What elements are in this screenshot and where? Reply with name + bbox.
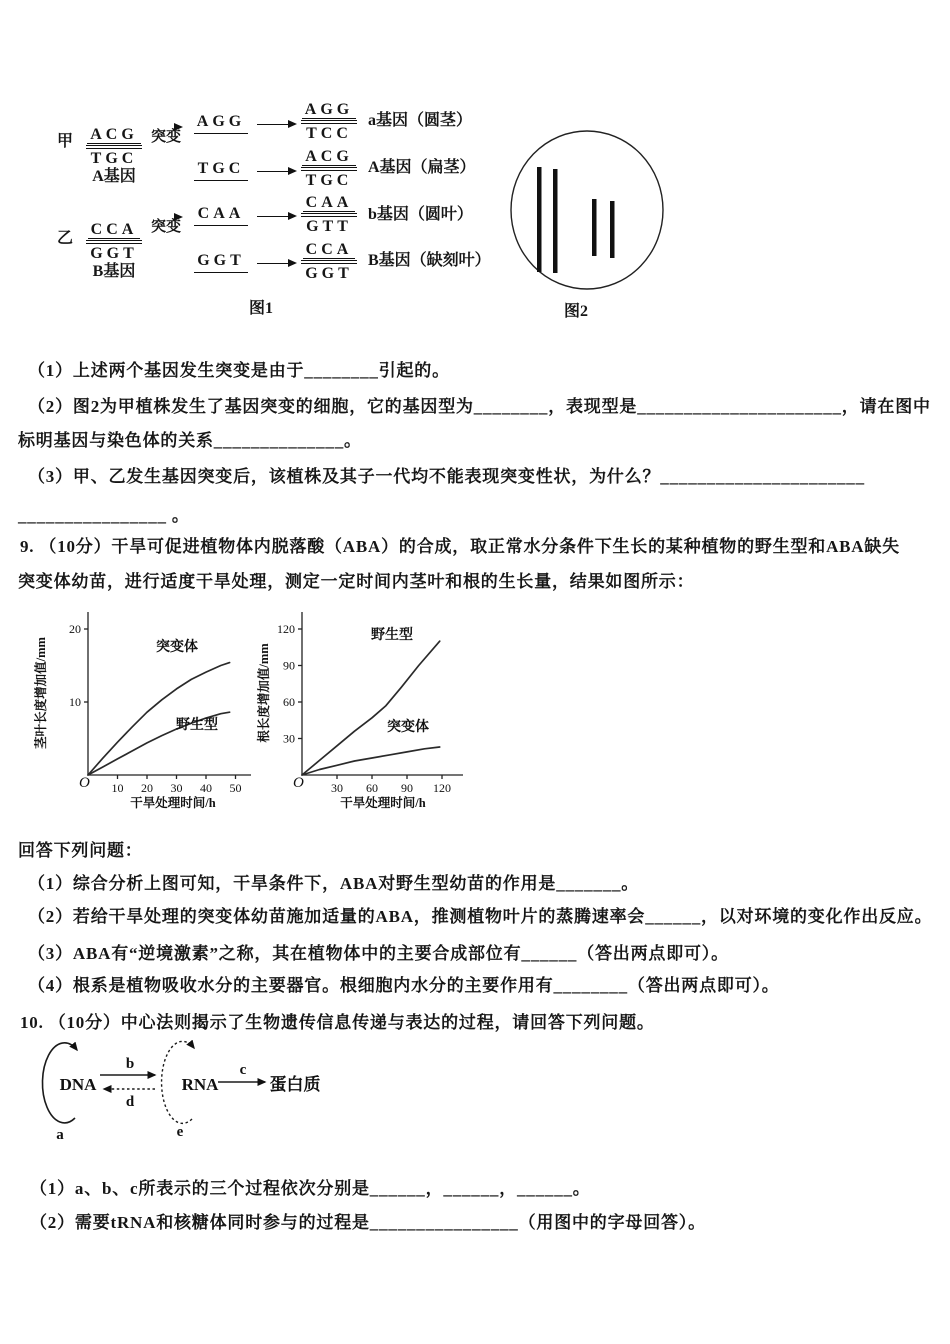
- branch-strand: TGC: [194, 160, 248, 181]
- series-curve-1: [302, 747, 440, 775]
- series-curve-0: [302, 641, 440, 775]
- chromosome-long-1: [537, 167, 542, 272]
- y-axis-label: 茎叶长度增加值/mm: [34, 637, 48, 749]
- x-tick-label: 40: [200, 781, 212, 795]
- y-tick-label: 90: [283, 658, 295, 673]
- strand-bottom: TCC: [306, 125, 352, 142]
- right-arrow-icon: [257, 124, 295, 125]
- figure2-caption: 图2: [564, 303, 589, 320]
- q8-part3-line2: ________________ 。: [18, 506, 190, 525]
- right-arrow-icon: [257, 263, 295, 264]
- right-arrow-icon: [257, 171, 295, 172]
- branch-result-duplex: [301, 101, 357, 142]
- chromosome-short-2: [610, 201, 615, 258]
- source-yi-duplex: [86, 221, 142, 280]
- series-label-0: 野生型: [371, 628, 413, 643]
- series-label-1: 突变体: [387, 720, 429, 735]
- q9-intro-line1: 9. （10分）干旱可促进植物体内脱落酸（ABA）的合成，取正常水分条件下生长的某种植物的野生型和ABA缺失: [20, 537, 900, 556]
- series-label-1: 野生型: [176, 718, 218, 733]
- strand-top: ACG: [302, 148, 356, 166]
- central-dogma-diagram: [30, 1036, 370, 1154]
- q9-intro-line2: 突变体幼苗，进行适度干旱处理，测定一定时间内茎叶和根的生长量，结果如图所示：: [18, 572, 695, 591]
- q10-part1: （1）a、b、c所表示的三个过程依次分别是______，______，______。: [30, 1179, 591, 1198]
- branch-strand: GGT: [194, 252, 248, 273]
- y-tick-label: 30: [283, 731, 295, 746]
- strand-bottom: TGC: [305, 172, 353, 189]
- branch-result-duplex: [301, 241, 357, 282]
- q9-part1: （1）综合分析上图可知，干旱条件下，ABA对野生型幼苗的作用是_______。: [28, 874, 640, 893]
- q9-part4: （4）根系是植物吸收水分的主要器官。根细胞内水分的主要作用有________（答出两点即可）。: [28, 976, 780, 995]
- branch-result-duplex: [301, 194, 357, 235]
- strand-top: CAA: [303, 194, 356, 212]
- strand-bottom: TGC: [90, 150, 138, 167]
- branch-strand: CAA: [194, 205, 248, 226]
- rna-node: RNA: [181, 1075, 219, 1094]
- process-a-label: a: [56, 1127, 64, 1143]
- mutation-label: 突变: [150, 129, 181, 145]
- x-axis-label: 干旱处理时间/h: [340, 796, 426, 810]
- strand-top: ACG: [87, 126, 141, 144]
- chromosome-long-2: [553, 169, 558, 273]
- right-arrow-icon: [257, 216, 295, 217]
- y-tick-label: 60: [283, 694, 295, 709]
- source-jia-name: 甲: [57, 133, 74, 150]
- branch-result-label: b基因（圆叶）: [368, 206, 473, 223]
- x-tick-label: 50: [229, 781, 242, 795]
- chromosome-short-1: [592, 199, 597, 256]
- strand-top: AGG: [302, 101, 356, 119]
- figure2-cell-diagram: [505, 122, 673, 304]
- source-jia-duplex: [86, 126, 142, 185]
- x-tick-label: 120: [433, 781, 452, 795]
- q9-part3: （3）ABA有“逆境激素”之称，其在植物体中的主要合成部位有______（答出两点即可）。: [28, 944, 729, 963]
- origin-label: O: [293, 775, 304, 791]
- figure1-gene-mutation-diagram: [0, 0, 500, 330]
- branch-result-duplex: [301, 148, 357, 189]
- q10-part2: （2）需要tRNA和核糖体同时参与的过程是________________（用图中的字母回答）。: [30, 1213, 706, 1232]
- x-tick-label: 20: [141, 781, 153, 795]
- branch-strand: AGG: [194, 113, 248, 134]
- branch-result-label: a基因（圆茎）: [368, 112, 473, 129]
- figure1-caption: 图1: [249, 300, 274, 317]
- y-tick-label: 10: [69, 695, 81, 709]
- q9-answer-prompt: 回答下列问题：: [18, 841, 143, 860]
- x-tick-label: 60: [366, 781, 379, 795]
- process-b-label: b: [125, 1056, 135, 1072]
- strand-top: CCA: [88, 221, 141, 239]
- q8-part2-line2: 标明基因与染色体的关系______________。: [18, 431, 362, 450]
- cell-outline: [511, 131, 663, 289]
- source-yi-name: 乙: [57, 230, 74, 247]
- process-d-label: d: [125, 1094, 135, 1110]
- x-axis-label: 干旱处理时间/h: [130, 796, 216, 810]
- branch-result-label: A基因（扁茎）: [368, 159, 476, 176]
- origin-label: O: [79, 775, 90, 791]
- process-e-label: e: [176, 1124, 184, 1140]
- strand-top: CCA: [303, 241, 356, 259]
- y-tick-label: 20: [69, 622, 81, 636]
- root-growth-chart: [255, 605, 565, 820]
- mutation-arrow-jia: [142, 128, 190, 146]
- x-tick-label: 30: [170, 781, 183, 795]
- protein-node: 蛋白质: [269, 1075, 321, 1094]
- stem-leaf-growth-chart: [25, 605, 275, 820]
- branch-result-label: B基因（缺刻叶）: [368, 252, 491, 269]
- x-tick-label: 10: [111, 781, 124, 795]
- x-tick-label: 30: [331, 781, 344, 795]
- gene-label: B基因: [92, 263, 136, 280]
- q8-part2-line1: （2）图2为甲植株发生了基因突变的细胞，它的基因型为________，表现型是______________________，请在图中: [28, 397, 931, 416]
- strand-bottom: GGT: [305, 265, 353, 282]
- q10-intro: 10. （10分）中心法则揭示了生物遗传信息传递与表达的过程，请回答下列问题。: [20, 1013, 655, 1032]
- dna-node: DNA: [59, 1075, 97, 1094]
- strand-bottom: GGT: [90, 245, 138, 262]
- q8-part3-line1: （3）甲、乙发生基因突变后，该植株及其子一代均不能表现突变性状，为什么？______________________: [28, 467, 865, 486]
- x-tick-label: 90: [401, 781, 414, 795]
- y-axis-label: 根长度增加值/mm: [257, 643, 271, 743]
- y-tick-label: 120: [277, 621, 295, 636]
- strand-bottom: GTT: [306, 218, 352, 235]
- q8-part1: （1）上述两个基因发生突变是由于________引起的。: [28, 361, 450, 380]
- series-label-0: 突变体: [156, 640, 198, 655]
- mutation-arrow-yi: [142, 218, 190, 236]
- mutation-label: 突变: [150, 219, 181, 235]
- q9-part2: （2）若给干旱处理的突变体幼苗施加适量的ABA，推测植物叶片的蒸腾速率会______，以对环境的变化作出反应。: [28, 907, 933, 926]
- gene-label: A基因: [92, 168, 136, 185]
- process-c-label: c: [239, 1062, 247, 1078]
